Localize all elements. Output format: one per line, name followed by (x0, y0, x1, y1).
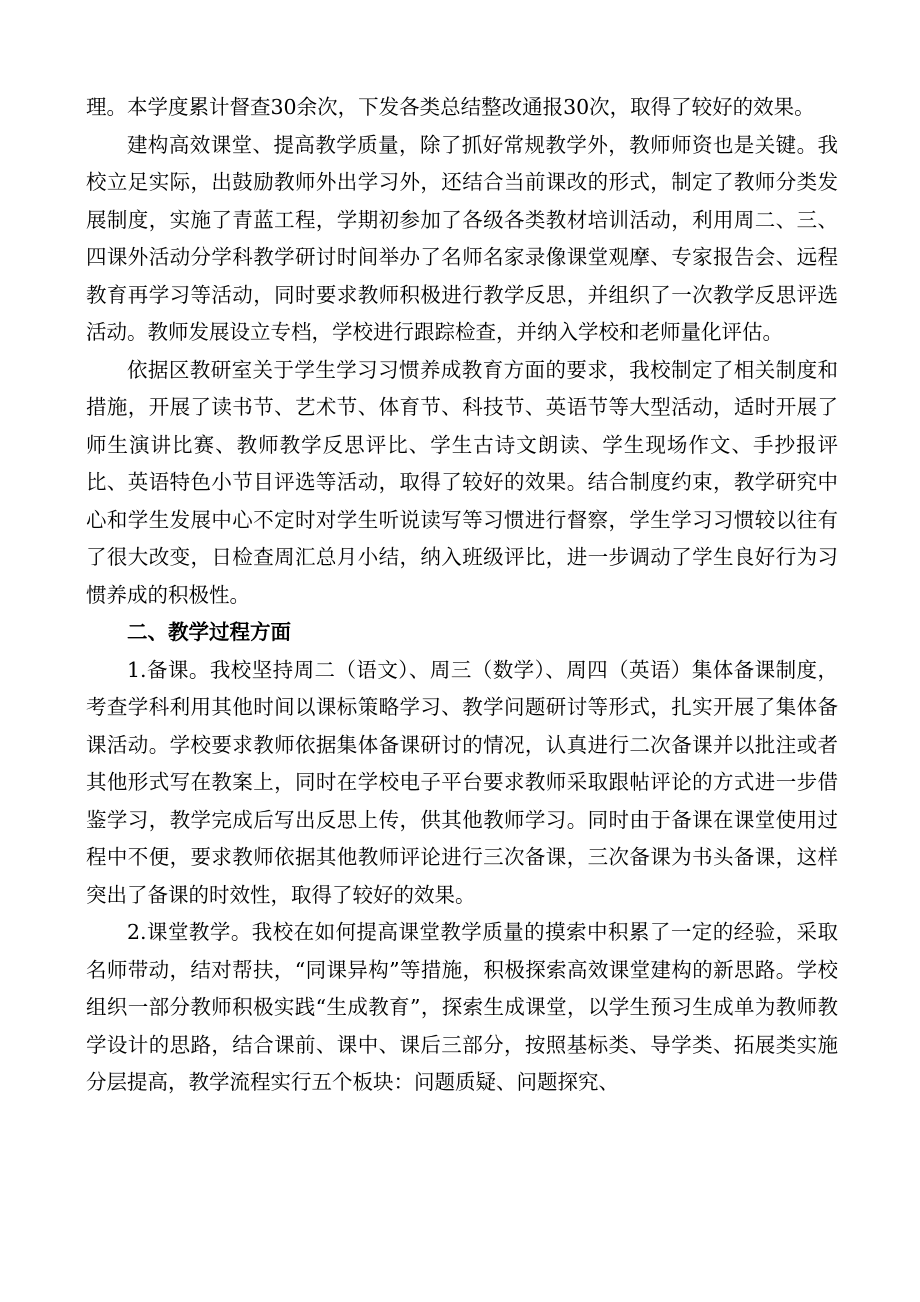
paragraph-teacher-development: 建构高效课堂、提高教学质量，除了抓好常规教学外，教师师资也是关键。我校立足实际，出鼓励教师外出学习外，还结合当前课改的形式，制定了教师分类发展制度，实施了青蓝工程，学期初参加了各级各类教材培训活动，利用周二、三、四课外活动分学科教学研讨时间举办了名师名家录像课堂观摩、专家报告会、远程教育再学习等活动，同时要求教师积极进行教学反思，并组织了一次教学反思评选活动。教师发展设立专档，学校进行跟踪检查，并纳入学校和老师量化评估。 (86, 132, 838, 344)
paragraph-study-habits: 依据区教研室关于学生学习习惯养成教育方面的要求，我校制定了相关制度和措施，开展了读书节、艺术节、体育节、科技节、英语节等大型活动，适时开展了师生演讲比赛、教师教学反思评比、学生古诗文朗读、学生现场作文、手抄报评比、英语特色小节目评选等活动，取得了较好的效果。结合制度约束，教学研究中心和学生发展中心不定时对学生听说读写等习惯进行督察，学生学习习惯较以往有了很大改变，日检查周汇总月小结，纳入班级评比，进一步调动了学生良好行为习惯养成的积极性。 (86, 357, 838, 607)
paragraph-lesson-preparation: 1.备课。我校坚持周二（语文）、周三（数学）、周四（英语）集体备课制度，考查学科利用其他时间以课标策略学习、教学问题研讨等形式，扎实开展了集体备课活动。学校要求教师依据集体备课研讨的情况，认真进行二次备课并以批注或者其他形式写在教案上，同时在学校电子平台要求教师采取跟帖评论的方式进一步借鉴学习，教学完成后写出反思上传，供其他教师学习。同时由于备课在课堂使用过程中不便，要求教师依据其他教师评论进行三次备课，三次备课为书头备课，这样突出了备课的时效性，取得了较好的效果。 (86, 657, 838, 907)
paragraph-classroom-teaching: 2.课堂教学。我校在如何提高课堂教学质量的摸索中积累了一定的经验，采取名师带动，结对帮扶，“同课异构”等措施，积极探索高效课堂建构的新思路。学校组织一部分教师积极实践“生成教育”，探索生成课堂，以学生预习生成单为教师教学设计的思路，结合课前、课中、课后三部分，按照基标类、导学类、拓展类实施分层提高，教学流程实行五个板块：问题质疑、问题探究、 (86, 920, 838, 1094)
document-page (86, 89, 838, 1102)
paragraph-continuation: 理。本学度累计督查30余次，下发各类总结整改通报30次，取得了较好的效果。 (86, 95, 815, 119)
section-heading-teaching-process: 二、教学过程方面 (127, 620, 291, 644)
